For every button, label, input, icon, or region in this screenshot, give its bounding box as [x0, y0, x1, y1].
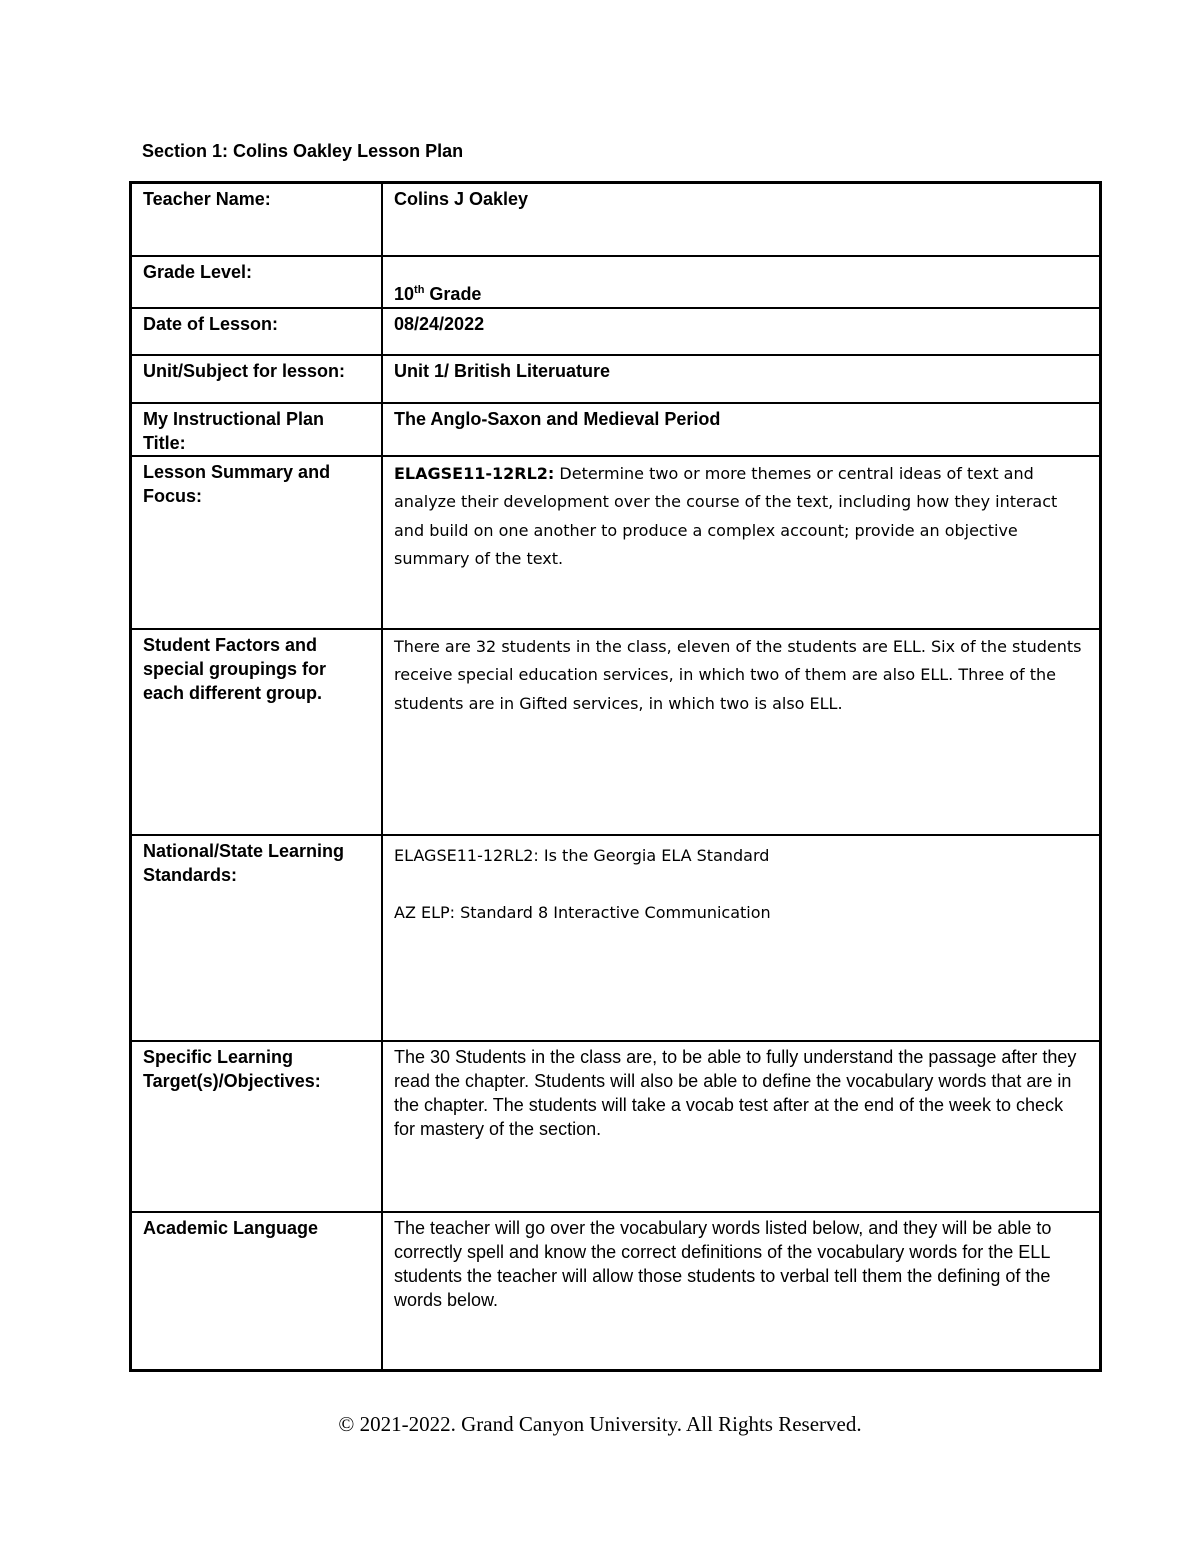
- grade-number: 10: [394, 283, 415, 304]
- unit-subject-label: Unit/Subject for lesson:: [131, 355, 383, 403]
- grade-suffix: th: [414, 283, 425, 296]
- student-factors-value: There are 32 students in the class, eleven of the students are ELL. Six of the students receive special education services, in which two of them are also ELL. Three of the students are in Gifted services, in which two is also ELL.: [382, 629, 1101, 835]
- table-row: [131, 308, 1101, 355]
- table-row: [131, 183, 1101, 256]
- copyright-footer: © 2021-2022. Grand Canyon University. All Rights Reserved.: [338, 1412, 862, 1436]
- summary-text: Determine two or more themes or central ideas of text and analyze their development over the course of the text, including how they interact and build on one another to produce a complex account; provide an objective summary of the text.: [394, 463, 1058, 568]
- teacher-name-label: Teacher Name:: [131, 183, 383, 256]
- table-row: [131, 1041, 1101, 1212]
- plan-title-label: My Instructional Plan Title:: [131, 403, 383, 456]
- table-row: [131, 256, 1101, 308]
- learning-standards-label: National/State Learning Standards:: [131, 835, 383, 1041]
- grade-level-value: [382, 256, 1101, 308]
- standard-line-2: AZ ELP: Standard 8 Interactive Communication: [394, 902, 771, 922]
- date-of-lesson-value: 08/24/2022: [382, 308, 1101, 355]
- academic-language-value: The teacher will go over the vocabulary words listed below, and they will be able to correctly spell and know the correct definitions of the vocabulary words for the ELL students the teacher will allow those students to verbal tell them the defining of the words below.: [382, 1212, 1101, 1371]
- academic-language-label: Academic Language: [131, 1212, 383, 1371]
- table-row: [131, 456, 1101, 629]
- grade-word: Grade: [424, 283, 482, 304]
- learning-standards-value: [382, 835, 1101, 1041]
- standard-line-1: ELAGSE11-12RL2: Is the Georgia ELA Standard: [394, 845, 770, 865]
- table-row: [131, 835, 1101, 1041]
- lesson-summary-label: Lesson Summary and Focus:: [131, 456, 383, 629]
- summary-standard-code: ELAGSE11-12RL2:: [394, 463, 555, 483]
- table-row: [131, 629, 1101, 835]
- objectives-value: The 30 Students in the class are, to be able to fully understand the passage after they read the chapter. Students will also be able to define the vocabulary words that are in the chapter. The students will take a vocab test after at the end of the week to check for mastery of the section.: [382, 1041, 1101, 1212]
- lesson-plan-table: [129, 181, 1102, 1372]
- grade-level-label: Grade Level:: [131, 256, 383, 308]
- table-row: [131, 403, 1101, 456]
- lesson-summary-value: [382, 456, 1101, 629]
- teacher-name-value: Colins J Oakley: [382, 183, 1101, 256]
- plan-title-value: The Anglo-Saxon and Medieval Period: [382, 403, 1101, 456]
- date-of-lesson-label: Date of Lesson:: [131, 308, 383, 355]
- unit-subject-value: Unit 1/ British Literuature: [382, 355, 1101, 403]
- table-row: [131, 355, 1101, 403]
- document-title: Section 1: Colins Oakley Lesson Plan: [142, 141, 464, 161]
- objectives-label: Specific Learning Target(s)/Objectives:: [131, 1041, 383, 1212]
- student-factors-label: Student Factors and special groupings for each different group.: [131, 629, 383, 835]
- table-row: [131, 1212, 1101, 1371]
